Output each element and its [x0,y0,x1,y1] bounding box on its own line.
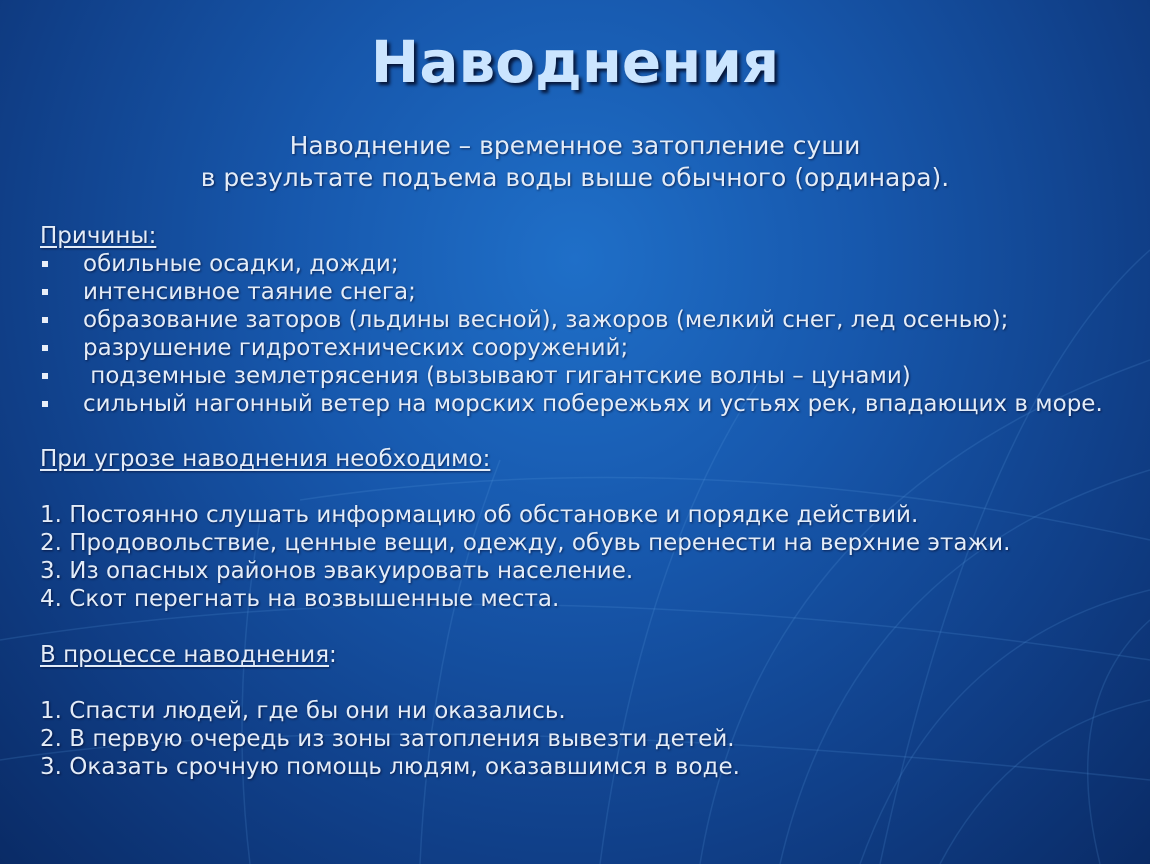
threat-step: 4. Скот перегнать на возвышенные места. [40,586,560,612]
cause-item [40,334,1130,362]
definition [0,130,1150,194]
slide-content [40,222,1130,781]
square-bullet-icon [42,317,48,323]
cause-item [40,306,1130,334]
cause-item [40,362,1130,390]
square-bullet-icon [42,373,48,379]
square-bullet-icon [42,345,48,351]
square-bullet-icon [42,261,48,267]
threat-steps [40,501,1130,613]
causes-heading: Причины: [40,223,157,249]
cause-item [40,278,1130,306]
cause-text: разрушение гидротехнических сооружений; [83,335,629,361]
threat-step: 1. Постоянно слушать информацию об обстановке и порядке действий. [40,502,919,528]
during-step: 1. Спасти людей, где бы они ни оказались. [40,698,566,724]
cause-text: образование заторов (льдины весной), зажоров (мелкий снег, лед осенью); [83,307,1009,333]
cause-text: сильный нагонный ветер на морских побережьях и устьях рек, впадающих в море. [83,391,1103,417]
square-bullet-icon [42,401,48,407]
threat-heading: При угрозе наводнения необходимо: [40,446,491,472]
during-steps [40,697,1130,781]
during-heading: В процессе наводнения [40,642,330,668]
definition-line-1: Наводнение – временное затопление суши [289,131,861,160]
cause-text: интенсивное таяние снега; [83,279,416,305]
during-step: 2. В первую очередь из зоны затопления вывезти детей. [40,726,735,752]
threat-step: 2. Продовольствие, ценные вещи, одежду, обувь перенести на верхние этажи. [40,530,1011,556]
slide-title: Наводнения [370,28,780,96]
during-step: 3. Оказать срочную помощь людям, оказавшимся в воде. [40,754,740,780]
during-heading-colon: : [329,642,337,668]
cause-item [40,250,1130,278]
causes-list [40,250,1130,418]
cause-text: обильные осадки, дожди; [83,251,399,277]
definition-line-2: в результате подъема воды выше обычного (ординара). [200,163,950,192]
during-heading-row [40,641,1130,669]
cause-text: подземные землетрясения (вызывают гигантские волны – цунами) [83,363,911,389]
threat-step: 3. Из опасных районов эвакуировать население. [40,558,634,584]
square-bullet-icon [42,289,48,295]
cause-item [40,390,1130,418]
